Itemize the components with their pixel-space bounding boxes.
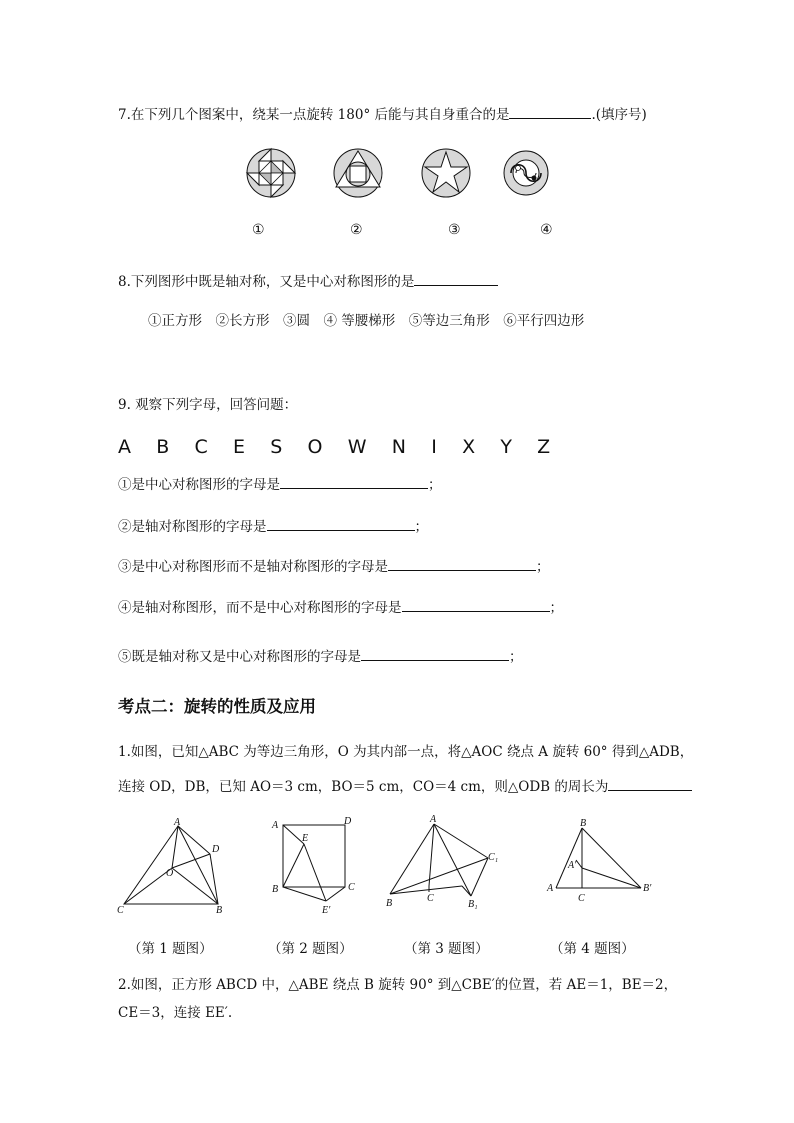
figure-2-diagram xyxy=(268,814,368,918)
q9-item-3-text: ③是中心对称图形而不是轴对称图形的字母是 xyxy=(118,559,388,575)
q9-item-1-text: ①是中心对称图形的字母是 xyxy=(118,477,280,493)
q9-item-2-text: ②是轴对称图形的字母是 xyxy=(118,519,267,535)
q9-item-2-blank[interactable] xyxy=(267,516,415,531)
q8-options: ①正方形 ②长方形 ③圆 ④ 等腰梯形 ⑤等边三角形 ⑥平行四边形 xyxy=(148,313,585,329)
p1-line-2 xyxy=(118,776,692,796)
fig1-label-c: C xyxy=(117,905,124,916)
q9-item-1-end: ； xyxy=(428,477,442,493)
fig2-label-e: E xyxy=(302,833,309,844)
fig3-label-c: C xyxy=(427,893,434,904)
section-heading: 考点二：旋转的性质及应用 xyxy=(118,697,316,716)
q9-item-4-end: ； xyxy=(549,600,563,616)
star-in-circle-icon xyxy=(421,148,471,198)
q8-text xyxy=(118,271,498,291)
q7-tail: .(填序号) xyxy=(591,107,647,123)
p2-line-2: CE＝3，连接 EE′. xyxy=(118,1005,233,1021)
q7-text xyxy=(118,104,647,124)
q9-item-5 xyxy=(118,646,523,666)
fig3-label-b1: B₁ xyxy=(468,899,478,910)
q7-prompt: 7.在下列几个图案中，绕某一点旋转 180° 后能与其自身重合的是 xyxy=(118,107,510,123)
q7-label-2: ② xyxy=(350,222,363,238)
q9-item-1-blank[interactable] xyxy=(280,474,428,489)
q9-item-3-end: ； xyxy=(536,559,550,575)
figure-1-caption: （第 1 题图） xyxy=(128,941,213,957)
circle-square-circle-icon xyxy=(333,148,383,198)
q7-label-1: ① xyxy=(252,222,265,238)
q9-item-2-end: ； xyxy=(414,519,428,535)
fig4-label-a: A xyxy=(547,883,554,894)
q9-letters: A B C E S O W N I X Y Z xyxy=(118,436,560,458)
fig2-label-a: A xyxy=(272,820,279,831)
q9-item-5-text: ⑤既是轴对称又是中心对称图形的字母是 xyxy=(118,649,361,665)
fig4-label-a-prime: A′ xyxy=(568,860,577,871)
fig1-label-o: O xyxy=(166,868,174,879)
p1-line-1: 1.如图，已知△ABC 为等边三角形，O 为其内部一点，将△AOC 绕点 A 旋转 60° 得到△ADB， xyxy=(118,744,694,760)
q7-label-4: ④ xyxy=(540,222,553,238)
fig2-label-e-prime: E′ xyxy=(322,905,331,916)
figure-1-diagram xyxy=(114,818,234,916)
fig3-label-c1: C₁ xyxy=(488,852,499,863)
q9-item-1 xyxy=(118,474,442,494)
q9-item-4 xyxy=(118,597,563,617)
pinwheel-circle-icon xyxy=(246,148,296,198)
fig4-label-c: C xyxy=(578,893,585,904)
fig2-label-c: C xyxy=(348,882,355,893)
fig2-label-d: D xyxy=(344,816,352,827)
q9-item-2 xyxy=(118,516,428,536)
figure-3-caption: （第 3 题图） xyxy=(404,941,489,957)
q8-prompt: 8.下列图形中既是轴对称，又是中心对称图形的是 xyxy=(118,274,415,290)
q9-item-5-blank[interactable] xyxy=(361,646,509,661)
q9-item-3-blank[interactable] xyxy=(388,556,536,571)
figure-4-diagram xyxy=(538,816,664,912)
figure-4-caption: （第 4 题图） xyxy=(550,941,635,957)
fig1-label-a: A xyxy=(174,817,181,828)
fig1-label-d: D xyxy=(212,844,220,855)
fig2-label-b: B xyxy=(272,884,279,895)
figure-3-diagram xyxy=(380,814,504,914)
figure-2-caption: （第 2 题图） xyxy=(268,941,353,957)
q9-item-5-end: ； xyxy=(509,649,523,665)
fig4-label-b: B xyxy=(580,818,587,829)
q9-item-4-text: ④是轴对称图形，而不是中心对称图形的字母是 xyxy=(118,600,402,616)
q7-answer-blank[interactable] xyxy=(509,104,591,119)
q9-item-3 xyxy=(118,556,550,576)
fig3-label-b: B xyxy=(386,898,393,909)
p1-answer-blank[interactable] xyxy=(608,776,692,791)
fig4-label-b-prime: B′ xyxy=(643,883,652,894)
fig1-label-b: B xyxy=(216,905,223,916)
yin-yang-wave-icon xyxy=(503,150,549,196)
p1-line-2-text: 连接 OD，DB，已知 AO＝3 cm，BO＝5 cm，CO＝4 cm，则△ODB 的周长为 xyxy=(118,779,609,795)
q7-label-3: ③ xyxy=(448,222,461,238)
fig3-label-a: A xyxy=(430,814,437,825)
q8-answer-blank[interactable] xyxy=(414,271,498,286)
q9-text: 9. 观察下列字母，回答问题： xyxy=(118,397,298,413)
p2-line-1: 2.如图，正方形 ABCD 中，△ABE 绕点 B 旋转 90° 到△CBE′的位置，若 AE＝1，BE＝2， xyxy=(118,977,678,993)
q9-item-4-blank[interactable] xyxy=(402,597,550,612)
